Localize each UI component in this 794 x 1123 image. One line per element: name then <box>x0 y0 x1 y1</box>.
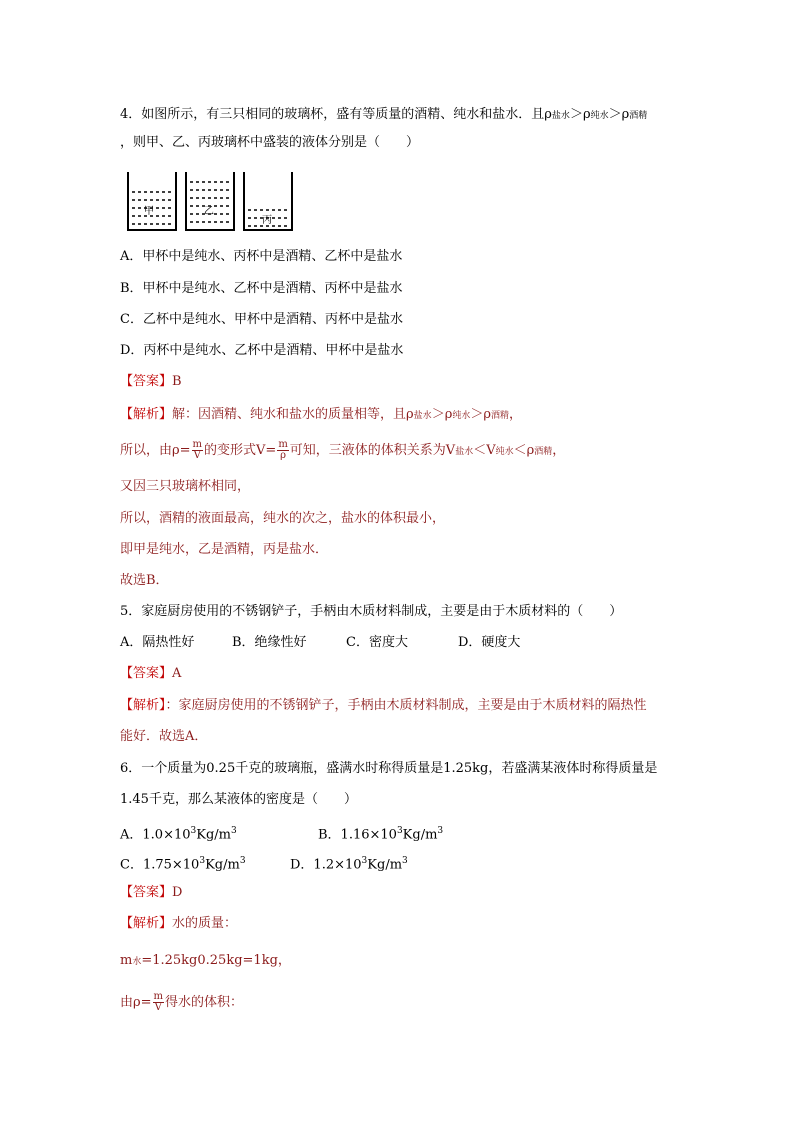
l2-sub2: 纯水 <box>495 447 514 457</box>
l5-text: 即甲是纯水，乙是酒精，丙是盐水． <box>120 542 329 557</box>
opt-exp: 3 <box>396 826 403 836</box>
gt-2: ＞ρ <box>470 407 492 422</box>
frac-den: V <box>193 450 201 461</box>
cup-jia <box>128 172 176 230</box>
fraction-m-over-rho <box>277 440 288 461</box>
opt-pre: B．1.16×10 <box>318 827 397 843</box>
three-cups-figure <box>124 170 324 234</box>
q5-option-b[interactable]: B．绝缘性好 <box>232 635 307 650</box>
q4-stem-text: 4．如图所示，有三只相同的玻璃杯，盛有等质量的酒精、纯水和盐水．且ρ <box>120 107 552 122</box>
answer-tag: 【答案】 <box>120 885 173 900</box>
analysis-tag: 【解析】 <box>120 407 173 422</box>
opt-pre: A．1.0×10 <box>120 827 191 843</box>
q4-option-c-text: C．乙杯中是纯水、甲杯中是酒精、丙杯中是盐水 <box>120 312 403 327</box>
q5-option-d[interactable]: D．硬度大 <box>458 635 521 650</box>
l4-text: 所以，酒精的液面最高，纯水的次之，盐水的体积最小， <box>120 511 446 526</box>
l2-end: ， <box>552 443 566 458</box>
l2-mid1: ＜V <box>473 443 496 458</box>
opt-unit: Kg/m <box>402 827 438 843</box>
q6-answer <box>120 884 182 902</box>
opt-pre: D．1.2×10 <box>290 857 362 873</box>
frac-den: V <box>154 1002 162 1013</box>
q4-option-d[interactable] <box>120 342 403 360</box>
q6-option-d[interactable] <box>290 852 408 874</box>
analysis-text: 水的质量： <box>172 916 238 931</box>
q6-stem-text1: 6．一个质量为0.25千克的玻璃瓶，盛满水时称得质量是1.25kg，若盛满某液体时称得质量是 <box>120 761 658 776</box>
q4-option-a[interactable] <box>120 248 402 266</box>
q6-stem-line1 <box>120 760 657 778</box>
answer-value: A <box>172 666 182 681</box>
l2-c: 可知，三液体的体积关系为V <box>289 443 456 458</box>
q4-analysis-line3 <box>120 478 250 496</box>
opt-uexp: 3 <box>239 856 246 866</box>
sub-pure: 纯水 <box>452 411 471 421</box>
l3-text: 又因三只玻璃杯相同， <box>120 479 251 494</box>
q5-option-a[interactable]: A．隔热性好 <box>120 635 195 650</box>
l3-a: 由ρ= <box>120 995 152 1010</box>
q4-sub-pure: 纯水 <box>590 111 609 121</box>
q6-option-a[interactable] <box>120 822 237 844</box>
l3-b: 得水的体积： <box>165 995 244 1010</box>
q6-analysis-line2 <box>120 952 291 971</box>
q5-analysis-line2 <box>120 728 207 746</box>
fraction-m-over-v <box>153 992 164 1013</box>
opt-unit: Kg/m <box>367 857 403 873</box>
gt-1: ＞ρ <box>431 407 453 422</box>
frac-num: m <box>192 439 203 450</box>
q5-stem-text: 5．家庭厨房使用的不锈钢铲子，手柄由木质材料制成，主要是由于木质材料的（ ） <box>120 604 623 619</box>
opt-uexp: 3 <box>230 826 237 836</box>
opt-uexp: 3 <box>437 826 444 836</box>
opt-exp: 3 <box>190 826 197 836</box>
q4-stem-text2: ，则甲、乙、丙玻璃杯中盛装的液体分别是（ ） <box>120 135 420 150</box>
cup-label-jia: 甲 <box>144 206 154 217</box>
analysis-text2: 能好．故选A． <box>120 729 208 744</box>
q4-sub-salt: 盐水 <box>551 111 570 121</box>
analysis-text: 解：因酒精、纯水和盐水的质量相等，且ρ <box>172 407 414 422</box>
answer-tag: 【答案】 <box>120 666 173 681</box>
l2-sub3: 酒精 <box>534 447 553 457</box>
analysis-tag: 【解析】 <box>120 916 173 931</box>
l2-sub: 水 <box>132 957 142 967</box>
answer-value: D <box>172 885 183 900</box>
opt-exp: 3 <box>361 856 368 866</box>
opt-exp: 3 <box>199 856 206 866</box>
l2-sub1: 盐水 <box>455 447 474 457</box>
q4-stem-line1 <box>120 106 647 125</box>
q4-analysis-line6 <box>120 572 169 590</box>
l2-mid2: ＜ρ <box>513 443 535 458</box>
analysis-text: ：家庭厨房使用的不锈钢铲子，手柄由木质材料制成，主要是由于木质材料的隔热性 <box>165 698 647 713</box>
q4-answer <box>120 373 182 391</box>
l2-b: =1.25kg0.25kg=1kg， <box>141 953 291 968</box>
comma: ， <box>509 407 523 422</box>
cup-label-yi: 乙 <box>204 206 214 217</box>
answer-value: B <box>172 374 182 389</box>
q4-option-a-text: A．甲杯中是纯水、丙杯中是酒精、乙杯中是盐水 <box>120 249 403 264</box>
opt-uexp: 3 <box>402 856 408 866</box>
q6-analysis-line1 <box>120 915 237 933</box>
frac-num2: m <box>278 439 288 450</box>
answer-tag: 【答案】 <box>120 374 173 389</box>
l2-a: m <box>120 953 133 968</box>
q4-option-b[interactable] <box>120 280 403 298</box>
q5-stem <box>120 603 622 621</box>
q4-stem-line2 <box>120 134 419 152</box>
sub-alc: 酒精 <box>491 411 510 421</box>
q6-analysis-line3 <box>120 992 243 1013</box>
l6-text: 故选B． <box>120 573 169 588</box>
q4-sub-alc: 酒精 <box>629 111 648 121</box>
q4-gt2: ＞ρ <box>608 107 630 122</box>
q4-option-b-text: B．甲杯中是纯水、乙杯中是酒精、丙杯中是盐水 <box>120 281 403 296</box>
q4-gt: ＞ρ <box>569 107 591 122</box>
opt-pre: C．1.75×10 <box>120 857 200 873</box>
q4-option-d-text: D．丙杯中是纯水、乙杯中是酒精、甲杯中是盐水 <box>120 343 404 358</box>
q4-analysis-line2 <box>120 440 565 461</box>
fraction-m-over-v <box>192 440 203 461</box>
cup-label-bing: 丙 <box>262 215 272 226</box>
opt-unit: Kg/m <box>205 857 240 873</box>
frac-den2: ρ <box>280 450 286 461</box>
l2-b: 的变形式V= <box>204 443 277 458</box>
q6-stem-line2 <box>120 791 357 809</box>
q6-option-c[interactable] <box>120 852 246 874</box>
q4-option-c[interactable] <box>120 311 403 329</box>
q5-answer <box>120 665 181 683</box>
cup-yi <box>186 172 234 230</box>
sub-salt: 盐水 <box>413 411 432 421</box>
q5-option-c[interactable]: C．密度大 <box>346 635 408 650</box>
q4-analysis-line5 <box>120 541 328 559</box>
analysis-tag: 【解析】 <box>120 698 166 713</box>
l2-a: 所以，由ρ= <box>120 443 191 458</box>
q6-stem-text2: 1.45千克，那么某液体的密度是（ ） <box>120 792 357 807</box>
q5-analysis-line1 <box>120 697 647 715</box>
frac-num: m <box>153 991 164 1002</box>
q4-analysis-line4 <box>120 510 445 528</box>
q6-option-b[interactable] <box>318 822 443 844</box>
q4-analysis-line1 <box>120 406 522 425</box>
opt-unit: Kg/m <box>196 827 231 843</box>
